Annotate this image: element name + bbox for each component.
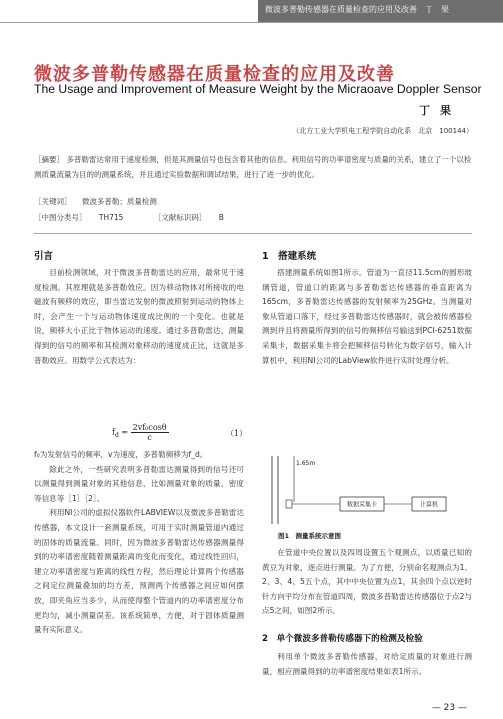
figure-dimension-label: 1.65m <box>296 460 316 467</box>
section-2-paragraph-1: 利用单个微波多普勒传感器，对给定质量的对象进行测量，相应测量得到的功率谱密度结果如表1所示。 <box>262 652 472 676</box>
section-divider <box>34 233 472 234</box>
keywords-text: 微波多普勒；质量检测 <box>81 197 157 206</box>
section-1-heading: 1 搭建系统 <box>262 251 317 262</box>
intro-paragraph-4: 利用NI公司的虚拟仪器软件LABVIEW以及微波多普勒雷达传感器，本文设计一套测量系统，可用于实时测量管道内通过的固体的质量流量。同时，因为微波多普勒雷达传感器测量得到的功率谱密度随着测量距离的变化而变化，通过线性回归，建立功率谱密度与距离的线性方程，然后理论计算两个传感器之间定位测量叠加的均方差，预测两个传感器之间应如何摆放，即夹角应当多少，从而使得整个管道内的功率谱密度分布更均匀，减小测量误差。该系统简单，方便，对于固体质量测量有实际意义。 <box>34 508 244 635</box>
intro-column <box>34 266 244 368</box>
intro-paragraph-2: f₀为发射信号的频率，v为速度，多普勒频移为f_d。 <box>34 450 208 459</box>
section-2-heading: 2 单个微波多普勒传感器下的检测及检验 <box>262 634 423 644</box>
keywords-label: ［关键词］ <box>34 197 72 206</box>
formula-sub: d <box>114 432 119 440</box>
formula-eq: = <box>118 427 131 437</box>
keywords <box>34 196 157 207</box>
classification <box>34 212 224 223</box>
abstract-text: 多普勒雷达常用于速度检测，但是其测量信号也包含着其他的信息。利用信号的功率谱密度与质量的关系，建立了一个以检测质量流量为目的的测量系统，并且通过实验数据和调试结果，进行了进一步的优化。 <box>34 155 472 179</box>
intro-paragraph-3: 除此之外，一些研究表明多普勒雷达测量得到的信号还可以测量得到测量对象的其他信息，比如测量对象的质量，密度等信息等［1］［2］。 <box>34 464 244 503</box>
author: 丁果 <box>419 104 461 117</box>
figure-sensor <box>286 500 292 508</box>
abstract <box>34 152 472 182</box>
doc-code-label: ［文献标识码］ <box>153 213 207 222</box>
clc-label: ［中图分类号］ <box>34 213 87 222</box>
intro-paragraph-1: 目前检测领域，对于微波多普勒雷达的应用，最常见于速度检测。其原理就是多普勒效应。因为移动物体对所接收的电磁波有频移的效应，即当雷达发射的微波照射到运动的物体上时，会产生一个与运动物体速度成比例的一个变化。也就是说，频移大小正比于物体运动的速度。通过多普勒雷达，测量得到的信号的频率和其检测对象移动的速度成正比，这就是多普勒效应。用数学公式表达为： <box>34 268 244 365</box>
doc-code-value: B <box>218 213 224 222</box>
formula-number: （1） <box>226 429 248 438</box>
figure-computer-label: 计算机 <box>419 501 439 509</box>
running-head: 微波多普勒传感器在质量检查的应用及改善 丁 果 <box>265 5 449 14</box>
figure-daq-label: 数据采集卡 <box>346 501 378 509</box>
figure-1-caption: 图1 测量系统示意图 <box>278 532 342 540</box>
section-1-paragraph-2: 在管道中央位置以及四周设置五个观测点，以质量已知的黄豆为对象，逐点进行测量。为了方便，分别命名观测点为1、2、3、4、5五个点，其中中央位置为点1，其余四个点以逆时针方向平均分布在管道四周，微波多普勒雷达传感器位于点2与点5之间，如图2所示。 <box>262 548 472 616</box>
section-2-column <box>262 650 472 679</box>
section-1-paragraph-1: 搭建测量系统如图1所示。管道为一直径11.5cm的圆形玻璃管道，管道口的距离与多普勒雷达传感器的垂直距离为165cm，多普勒雷达传感器的发射频率为25GHz。当测量对象从管道口落下，经过多普勒雷达传感器时，就会被传感器检测到并且将测量所得到的信号的频移信号输送到PCI-6251数据采集卡，数据采集卡将会把频移信号转化为数字信号，输入计算机中，利用NI公司的LabView软件进行实时处理分析。 <box>262 268 472 365</box>
abstract-label: ［摘要］ <box>34 155 64 164</box>
formula-lhs: f <box>112 427 115 437</box>
formula-numerator: 2vf₀cosθ <box>132 423 167 432</box>
page-number: — 23 — <box>431 703 467 713</box>
affiliation: （北方工业大学机电工程学院自动化系 北京 100144） <box>292 127 473 135</box>
paper-title-english: The Usage and Improvement of Measure Weight by the Micraoave Doppler Sensor <box>34 82 482 96</box>
section-1-column <box>262 266 472 368</box>
section-1-column-2 <box>262 546 472 619</box>
figure-1-diagram <box>264 454 469 526</box>
formula-1 <box>112 423 169 442</box>
intro-column-2 <box>34 448 244 638</box>
clc-value: TH715 <box>98 213 124 222</box>
header-rule <box>0 22 503 23</box>
intro-heading: 引言 <box>34 251 54 262</box>
paper-title: 微波多普勒传感器在质量检查的应用及改善 <box>34 64 395 85</box>
formula-denominator: c <box>147 433 152 442</box>
